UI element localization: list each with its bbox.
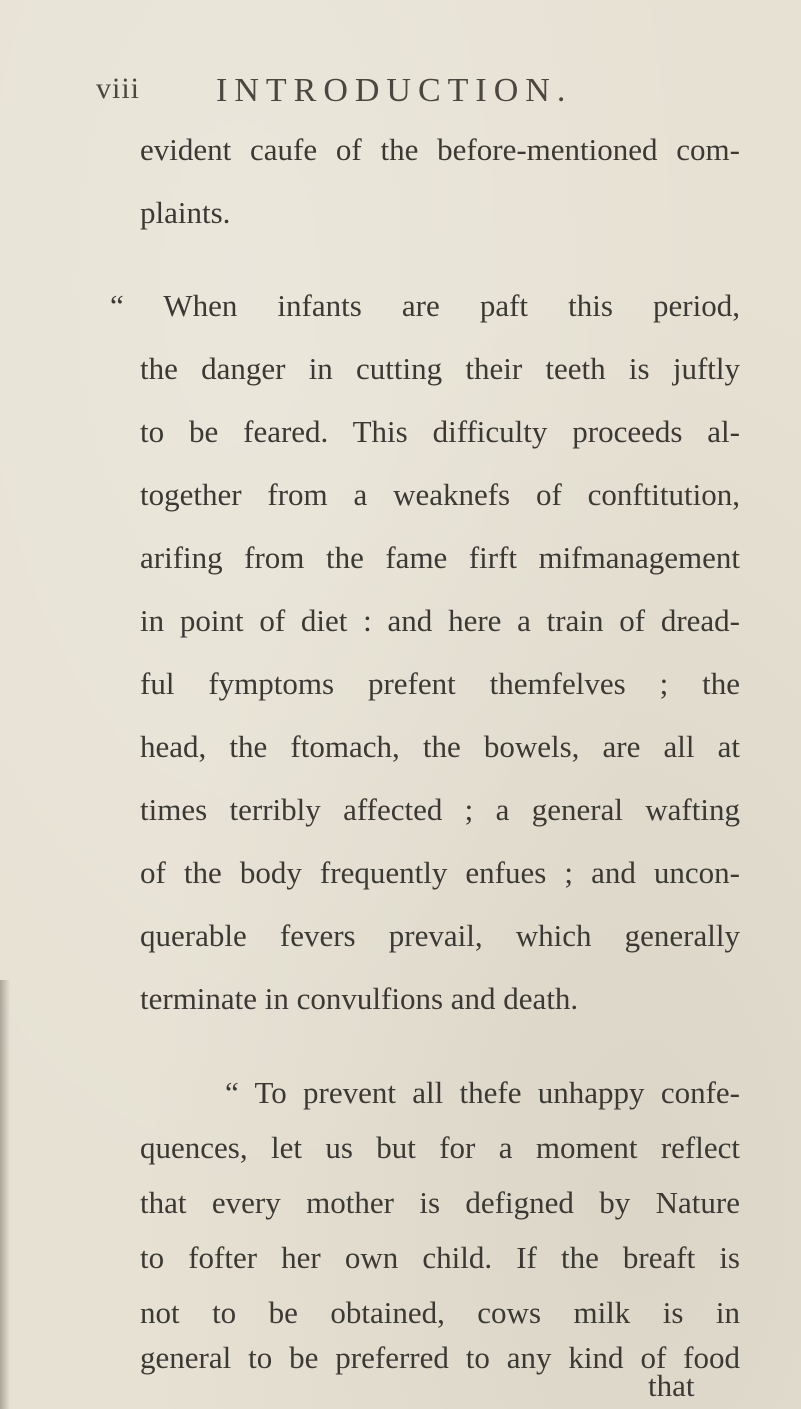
text-line: in point of diet : and here a train of dread- bbox=[140, 603, 740, 638]
text-line: ful fymptoms prefent themfelves ; the bbox=[140, 666, 740, 701]
text-line: to be feared. This difficulty proceeds al- bbox=[140, 414, 740, 449]
text-line: times terribly affected ; a general wafting bbox=[140, 792, 740, 827]
text-line: arifing from the fame firft mifmanagement bbox=[140, 540, 740, 575]
page-header bbox=[96, 72, 736, 112]
catchword: that bbox=[648, 1368, 695, 1403]
text-line: plaints. bbox=[140, 195, 231, 230]
running-head: INTRODUCTION. bbox=[216, 72, 573, 109]
paragraph-start-line: “ To prevent all thefe unhappy confe- bbox=[225, 1075, 740, 1110]
text-line: together from a weaknefs of conftitution, bbox=[140, 477, 740, 512]
text-line: of the body frequently enfues ; and uncon- bbox=[140, 855, 740, 890]
text-line: not to be obtained, cows milk is in bbox=[140, 1295, 740, 1330]
text-line: terminate in convulfions and death. bbox=[140, 981, 579, 1016]
text-line: to fofter her own child. If the breaft is bbox=[140, 1240, 740, 1275]
text-line: the danger in cutting their teeth is juftly bbox=[140, 351, 740, 386]
page-edge-shadow bbox=[0, 980, 10, 1409]
text-line: that every mother is defigned by Nature bbox=[140, 1185, 740, 1220]
paragraph-start-line: “ When infants are paft this period, bbox=[110, 288, 740, 323]
text-line: evident caufe of the before-mentioned com- bbox=[140, 132, 740, 167]
page-number: viii bbox=[96, 72, 141, 105]
text-line: querable fevers prevail, which generally bbox=[140, 918, 740, 953]
text-line: head, the ftomach, the bowels, are all at bbox=[140, 729, 740, 764]
text-line: quences, let us but for a moment reflect bbox=[140, 1130, 740, 1165]
text-line: general to be preferred to any kind of food bbox=[140, 1340, 740, 1375]
